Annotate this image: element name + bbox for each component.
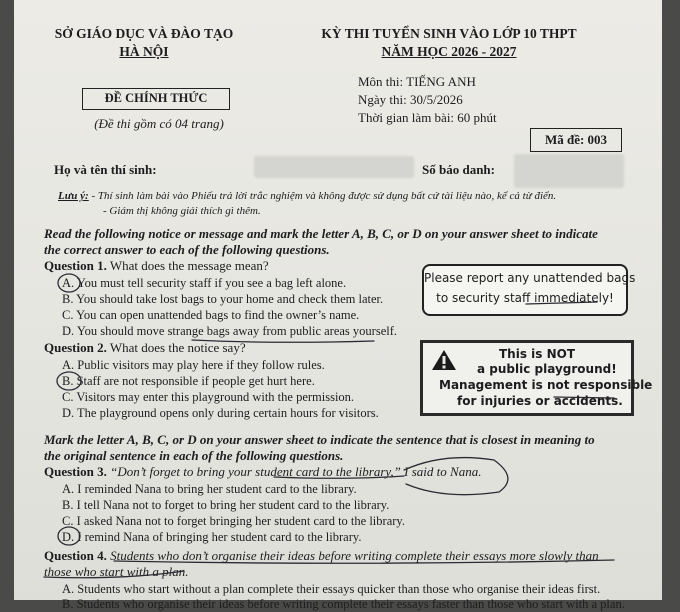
question-1-label: Question 1. xyxy=(44,258,107,273)
section1-instruction-1: Read the following notice or message and mark the letter A, B, C, or D on your answer sheet to indicate xyxy=(44,226,598,241)
q1-option-d: D. You should move strange bags away from public areas yourself. xyxy=(62,324,398,338)
sign-1-line-1: Please report any unattended bags xyxy=(424,271,636,285)
q4-option-a: A. Students who start without a plan complete their essays quicker than those who organise their ideas first. xyxy=(62,582,601,596)
official-exam-box xyxy=(82,88,230,110)
question-4-stem-2: those who start with a plan. xyxy=(44,564,189,579)
exam-title: KỲ THI TUYỂN SINH VÀO LỚP 10 THPT xyxy=(321,26,577,41)
question-2-stem: What does the notice say? xyxy=(106,340,246,355)
q2-option-d: D. The playground opens only during certain hours for visitors. xyxy=(62,406,379,420)
notes-line-1 xyxy=(58,190,556,202)
question-1-stem: What does the message mean? xyxy=(106,258,269,273)
exam-duration: Thời gian làm bài: 60 phút xyxy=(358,110,497,125)
question-4 xyxy=(44,548,599,564)
question-4-label: Question 4. xyxy=(44,548,107,563)
section2-instruction-2: the original sentence in each of the following questions. xyxy=(44,448,344,463)
q2-option-a: A. Public visitors may play here if they follow rules. xyxy=(62,358,325,372)
exam-code-box xyxy=(530,128,622,152)
sign-2-line-4: for injuries or accidents. xyxy=(457,394,623,408)
subject: Môn thi: TIẾNG ANH xyxy=(358,74,476,89)
q1-option-a: A. You must tell security staff if you see a bag left alone. xyxy=(62,276,347,290)
warning-triangle-icon xyxy=(431,349,457,371)
exam-code: Mã đề: 003 xyxy=(544,132,608,147)
question-3-label: Question 3. xyxy=(44,464,107,479)
question-1 xyxy=(44,258,269,274)
question-3-stem: “Don’t forget to bring your student card to the library,” I said to Nana. xyxy=(106,464,482,479)
q2-option-b: B. Staff are not responsible if people get hurt here. xyxy=(62,374,315,388)
q4-option-b: B. Students who organise their ideas before writing complete their essays faster than those who start with a plan. xyxy=(62,597,625,611)
candidate-id-label: Số báo danh: xyxy=(422,162,495,177)
notes-line-2: - Giám thị không giải thích gì thêm. xyxy=(103,205,261,217)
sign-2-line-2: a public playground! xyxy=(477,362,617,376)
question-2 xyxy=(44,340,246,356)
playground-sign xyxy=(420,340,653,416)
q3-option-b: B. I tell Nana not to forget to bring her student card to the library. xyxy=(62,498,390,512)
section1-instruction-2: the correct answer to each of the following questions. xyxy=(44,242,330,257)
exam-date: Ngày thi: 30/5/2026 xyxy=(358,92,463,107)
sign-1-line-2: to security staff immediately! xyxy=(436,291,614,305)
sign-2-line-1: This is NOT xyxy=(499,347,576,361)
q1-option-c: C. You can open unattended bags to find the owner’s name. xyxy=(62,308,360,322)
question-4-stem-1: Students who don’t organise their ideas before writing complete their essays more slowly than xyxy=(106,548,599,563)
q1-option-b: B. You should take lost bags to your home and check them later. xyxy=(62,292,384,306)
candidate-name-label: Họ và tên thí sinh: xyxy=(54,162,157,177)
exam-paper xyxy=(14,0,662,611)
unattended-bags-sign xyxy=(422,264,636,316)
school-year: NĂM HỌC 2026 - 2027 xyxy=(381,44,517,59)
department-line-1: SỞ GIÁO DỤC VÀ ĐÀO TẠO xyxy=(54,26,234,41)
official-exam-label: ĐỀ CHÍNH THỨC xyxy=(104,91,208,105)
q2-option-c: C. Visitors may enter this playground with the permission. xyxy=(62,390,355,404)
notes-text-1: - Thí sinh làm bài vào Phiếu trả lời trắc nghiệm và không được sử dụng bất cứ tài liệu nào, kể cả từ điển. xyxy=(91,190,557,202)
pages-note: (Đề thi gồm có 04 trang) xyxy=(94,116,224,131)
department-line-2: HÀ NỘI xyxy=(119,44,169,59)
section2-instruction-1: Mark the letter A, B, C, or D on your answer sheet to indicate the sentence that is closest in meaning to xyxy=(44,432,595,447)
candidate-name-redacted xyxy=(254,156,414,178)
question-3 xyxy=(44,464,481,480)
q3-option-a: A. I reminded Nana to bring her student card to the library. xyxy=(62,482,357,496)
q3-option-c: C. I asked Nana not to forget bringing her student card to the library. xyxy=(62,514,405,528)
question-2-label: Question 2. xyxy=(44,340,107,355)
candidate-id-redacted xyxy=(514,154,624,188)
notes-label: Lưu ý: xyxy=(58,190,89,202)
sign-2-line-3: Management is not responsible xyxy=(439,378,653,392)
q3-option-d: D. I remind Nana of bringing her student card to the library. xyxy=(62,530,362,544)
